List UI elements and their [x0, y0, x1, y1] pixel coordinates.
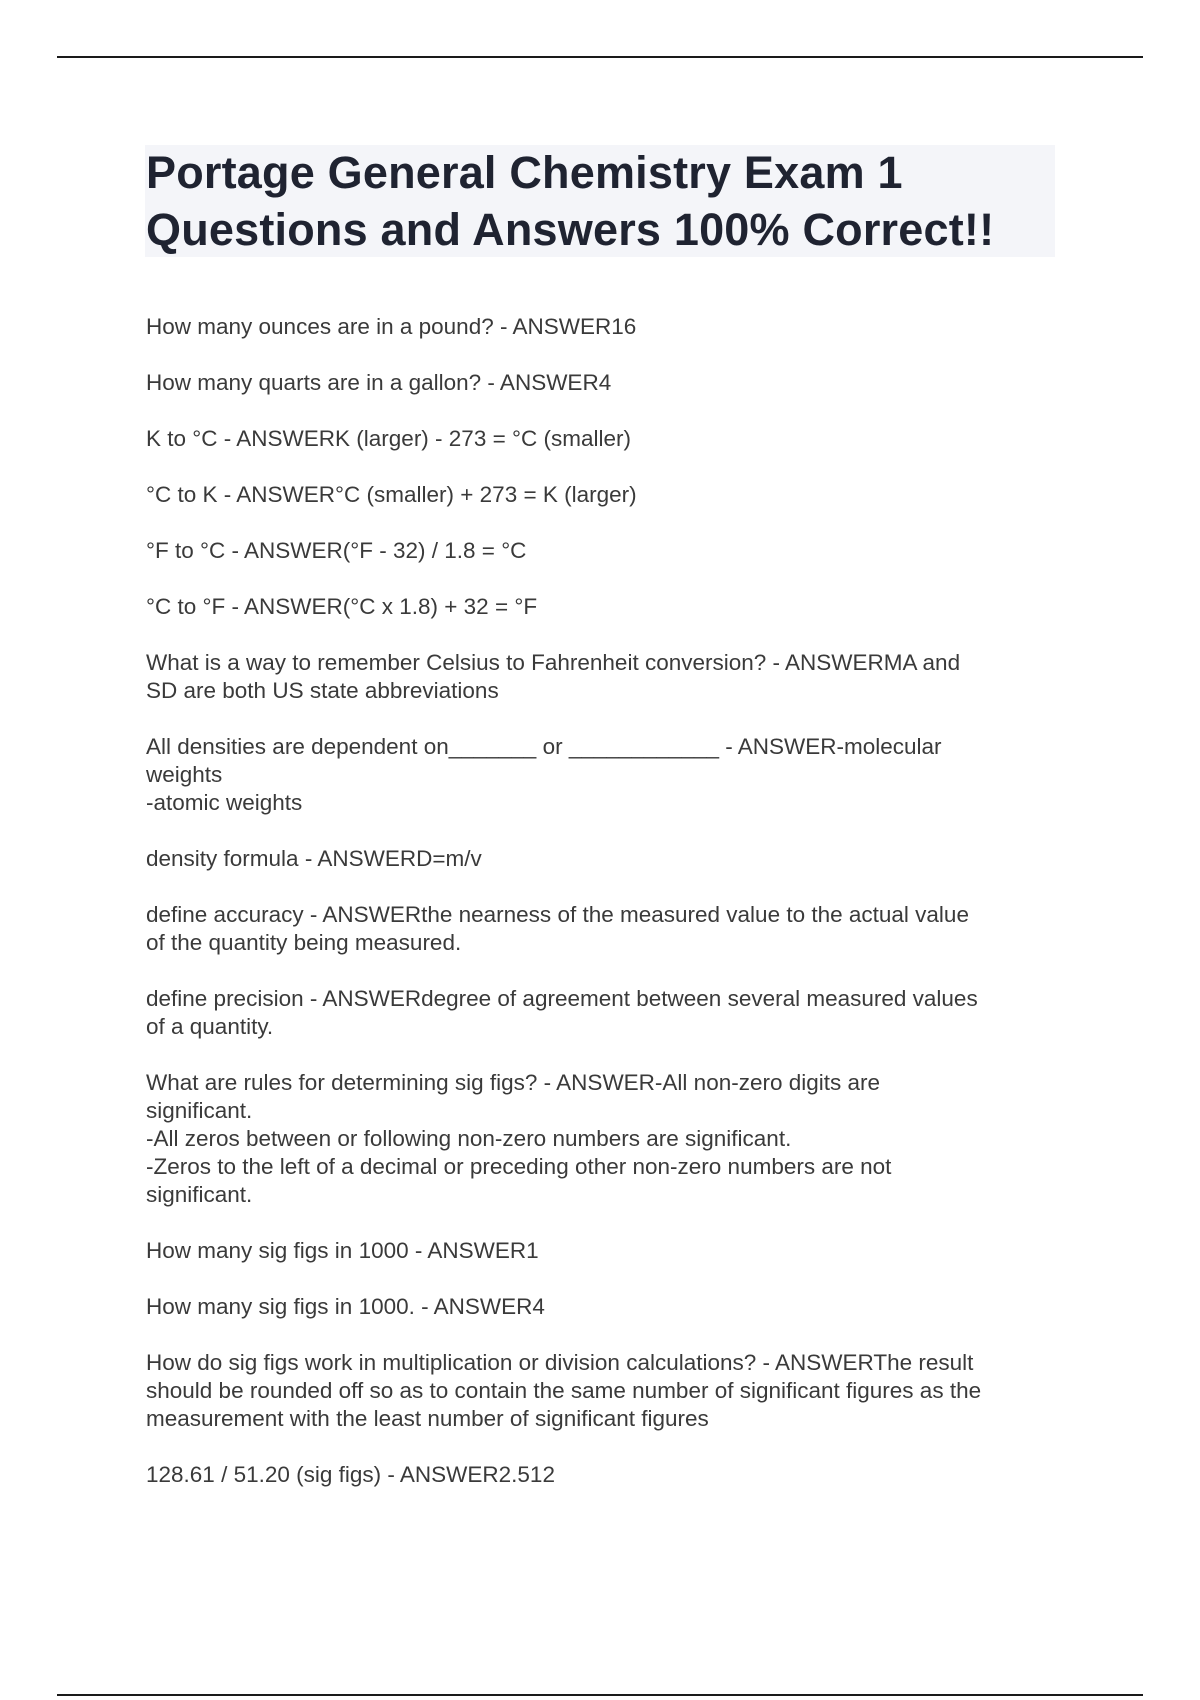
qa-line: How many ounces are in a pound? - ANSWER16 [146, 314, 637, 339]
qa-item [146, 425, 1066, 453]
title-line: Portage General Chemistry Exam 1 [146, 147, 903, 198]
qa-line: measurement with the least number of significant figures [146, 1406, 709, 1431]
qa-line: of a quantity. [146, 1014, 274, 1039]
qa-line: SD are both US state abbreviations [146, 678, 499, 703]
qa-item [146, 1349, 1066, 1433]
qa-line: All densities are dependent on_______ or ____________ - ANSWER-molecular [146, 734, 942, 759]
qa-line: significant. [146, 1098, 253, 1123]
qa-list [146, 313, 1066, 1517]
qa-line: define accuracy - ANSWERthe nearness of the measured value to the actual value [146, 902, 969, 927]
qa-item [146, 1461, 1066, 1489]
qa-line: should be rounded off so as to contain the same number of significant figures as the [146, 1378, 982, 1403]
qa-item [146, 481, 1066, 509]
qa-line: -Zeros to the left of a decimal or preceding other non-zero numbers are not [146, 1154, 892, 1179]
qa-item [146, 537, 1066, 565]
qa-line: What is a way to remember Celsius to Fahrenheit conversion? - ANSWERMA and [146, 650, 961, 675]
qa-line: of the quantity being measured. [146, 930, 462, 955]
bottom-rule [57, 1694, 1143, 1696]
qa-line: -atomic weights [146, 790, 303, 815]
qa-item [146, 1293, 1066, 1321]
qa-item [146, 1069, 1066, 1209]
qa-line: How many quarts are in a gallon? - ANSWER4 [146, 370, 612, 395]
qa-line: K to °C - ANSWERK (larger) - 273 = °C (smaller) [146, 426, 631, 451]
qa-line: °C to K - ANSWER°C (smaller) + 273 = K (larger) [146, 482, 637, 507]
qa-line: How do sig figs work in multiplication or division calculations? - ANSWERThe result [146, 1350, 974, 1375]
qa-item [146, 369, 1066, 397]
qa-item [146, 313, 1066, 341]
qa-line: define precision - ANSWERdegree of agreement between several measured values [146, 986, 978, 1011]
qa-line: weights [146, 762, 223, 787]
qa-line: What are rules for determining sig figs? - ANSWER-All non-zero digits are [146, 1070, 881, 1095]
document-title [146, 144, 1066, 258]
qa-line: -All zeros between or following non-zero numbers are significant. [146, 1126, 792, 1151]
qa-line: significant. [146, 1182, 253, 1207]
qa-item [146, 985, 1066, 1041]
qa-line: density formula - ANSWERD=m/v [146, 846, 482, 871]
top-rule [57, 56, 1143, 58]
qa-item [146, 1237, 1066, 1265]
qa-item [146, 649, 1066, 705]
qa-item [146, 845, 1066, 873]
qa-line: How many sig figs in 1000. - ANSWER4 [146, 1294, 545, 1319]
qa-line: °F to °C - ANSWER(°F - 32) / 1.8 = °C [146, 538, 527, 563]
qa-line: How many sig figs in 1000 - ANSWER1 [146, 1238, 539, 1263]
qa-item [146, 901, 1066, 957]
qa-item [146, 593, 1066, 621]
qa-line: °C to °F - ANSWER(°C x 1.8) + 32 = °F [146, 594, 538, 619]
qa-item [146, 733, 1066, 817]
qa-line: 128.61 / 51.20 (sig figs) - ANSWER2.512 [146, 1462, 555, 1487]
title-line: Questions and Answers 100% Correct!! [146, 204, 995, 255]
